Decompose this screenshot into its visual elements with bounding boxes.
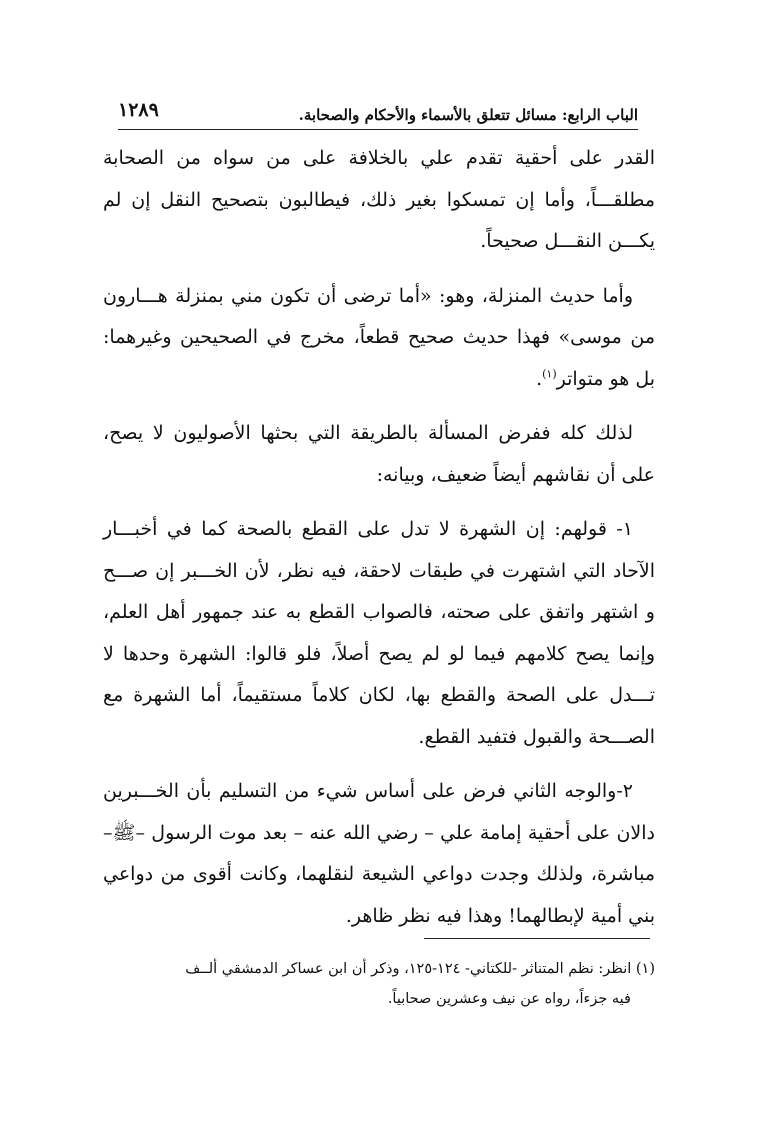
paragraph-3: لذلك كله ففرض المسألة بالطريقة التي بحثها الأصوليون لا يصح، على أن نقاشهم أيضاً ضعيف، وبيانه: bbox=[103, 422, 655, 486]
chapter-title: الباب الرابع: مسائل تتعلق بالأسماء والأحكام والصحابة. bbox=[298, 106, 638, 124]
paragraph-2-text: وأما حديث المنزلة، وهو: «أما ترضى أن تكون مني بمنزلة هـــارون من موسى» فهذا حديث صحيح قطعاً، مخرج في الصحيحين وغيرهما: بل هو متواتر bbox=[103, 284, 655, 390]
header-rule bbox=[118, 129, 638, 130]
paragraph-1: القدر على أحقية تقدم علي بالخلافة على من سواه من الصحابة مطلقـــاً، وأما إن تمسكوا بغير ذلك، فيطالبون بتصحيح النقل إن لم يكـــن النقـــل صحيحاً. bbox=[103, 147, 655, 252]
footnote-reference[interactable]: (١) bbox=[542, 367, 557, 381]
paragraph-4: ١- قولهم: إن الشهرة لا تدل على القطع بالصحة كما في أخبـــار الآحاد التي اشتهرت في طبقات لاحقة، فيه نظر، لأن الخـــبر إن صـــح و اشتهر واتفق على صحته، فالصواب القطع به عند جمهور أهل العلم، وإنما يصح كلامهم فيما لو لم يصح أصلاً، فلو قالوا: الشهرة وحدها لا تـــدل على الصحة والقطع بها، لكان كلاماً مستقيماً، أما الشهرة مع الصـــحة والقبول فتفيد القطع. bbox=[103, 518, 655, 748]
page-number: ١٢٨٩ bbox=[118, 99, 159, 121]
footnote-line-2: فيه جزءاً، رواه عن نيف وعشرين صحابياً. bbox=[387, 991, 631, 1007]
paragraph-2-end: . bbox=[536, 367, 543, 390]
paragraph-2 bbox=[103, 276, 655, 401]
paragraph-5: ٢-والوجه الثاني فرض على أساس شيء من التسليم بأن الخـــبرين دالان على أحقية إمامة علي – رضي الله عنه – بعد موت الرسول –ﷺ– مباشرة، ولذلك وجدت دواعي الشيعة لنقلهما، وكانت أقوى من دواعي بني أمية لإبطالهما! وهذا فيه نظر ظاهر. bbox=[103, 780, 655, 927]
main-text bbox=[103, 138, 655, 950]
running-header bbox=[118, 96, 638, 130]
footnote-separator bbox=[424, 938, 650, 939]
footnote-line-1: (١) انظر: نظم المتناثر -للكتاني- ١٢٤-١٢٥، وذكر أن ابن عساكر الدمشقي ألــف bbox=[185, 961, 655, 977]
footnote bbox=[103, 954, 655, 1014]
